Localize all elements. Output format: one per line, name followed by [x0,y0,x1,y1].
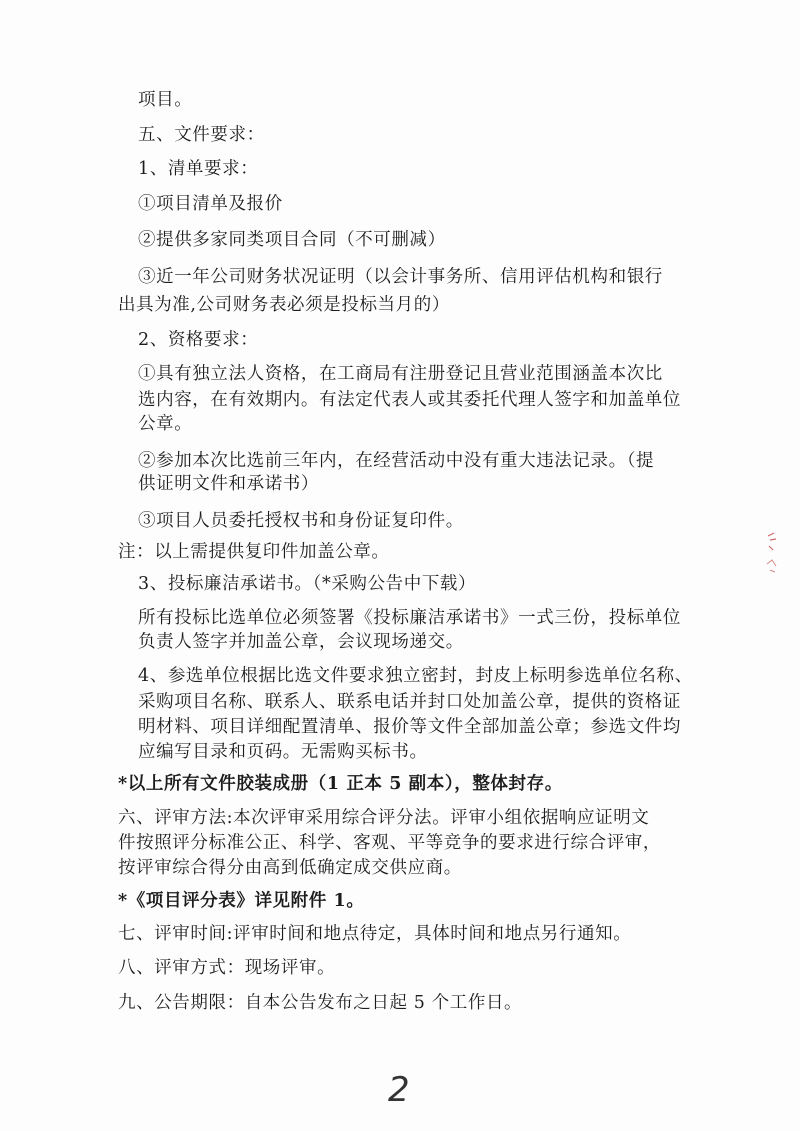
section-heading: 五、文件要求： [138,125,265,145]
list-item: ③项目人员委托授权书和身份证复印件。 [138,511,464,531]
text-line: 项目。 [138,90,193,110]
page-number: 2 [388,1070,410,1110]
text-line: 供证明文件和承诺书） [138,474,319,494]
text-line: 按评审综合得分由高到低确定成交供应商。 [118,858,462,878]
subsection-heading: 2、资格要求： [138,330,259,350]
emphasis-line: *以上所有文件胶装成册（1 正本 5 副本），整体封存。 [118,774,563,794]
text-line: 明材料、项目详细配置清单、报价等文件全部加盖公章；参选文件均 [138,717,681,737]
section-heading: 九、公告期限：自本公告发布之日起 5 个工作日。 [118,993,523,1013]
note-line: 注：以上需提供复印件加盖公章。 [118,542,390,562]
text-line: 负责人签字并加盖公章，会议现场递交。 [138,632,464,652]
subsection-heading: 4、参选单位根据比选文件要求独立密封，封皮上标明参选单位名称、 [138,666,693,686]
text-line: 采购项目名称、联系人、联系电话并封口处加盖公章，提供的资格证 [138,692,681,712]
stamp-edge-mark [764,530,780,580]
section-heading: 七、评审时间:评审时间和地点待定，具体时间和地点另行通知。 [118,924,632,944]
list-item: ③近一年公司财务状况证明（以会计事务所、信用评估机构和银行 [138,267,663,287]
list-item: ②参加本次比选前三年内，在经营活动中没有重大违法记录。（提 [138,451,655,471]
text-line: 件按照评分标准公正、科学、客观、平等竞争的要求进行综合评审， [118,833,661,853]
text-line: 选内容，在有效期内。有法定代表人或其委托代理人签字和加盖单位 [138,390,681,410]
section-heading: 六、评审方法:本次评审采用综合评分法。评审小组依据响应证明文 [118,808,650,828]
text-line: 所有投标比选单位必须签署《投标廉洁承诺书》一式三份，投标单位 [138,608,681,628]
emphasis-line: *《项目评分表》详见附件 1。 [118,891,365,911]
subsection-heading: 1、清单要求： [138,159,259,179]
text-line: 应编写目录和页码。无需购买标书。 [138,742,428,762]
text-line: 出具为准,公司财务表必须是投标当月的） [118,295,450,315]
list-item: ①具有独立法人资格，在工商局有注册登记且营业范围涵盖本次比 [138,364,663,384]
section-heading: 八、评审方式：现场评审。 [118,958,336,978]
list-item: ②提供多家同类项目合同（不可删减） [138,230,446,250]
list-item: ①项目清单及报价 [138,194,283,214]
text-line: 公章。 [138,414,193,434]
subsection-heading: 3、投标廉洁承诺书。（*采购公告中下载） [138,574,477,594]
